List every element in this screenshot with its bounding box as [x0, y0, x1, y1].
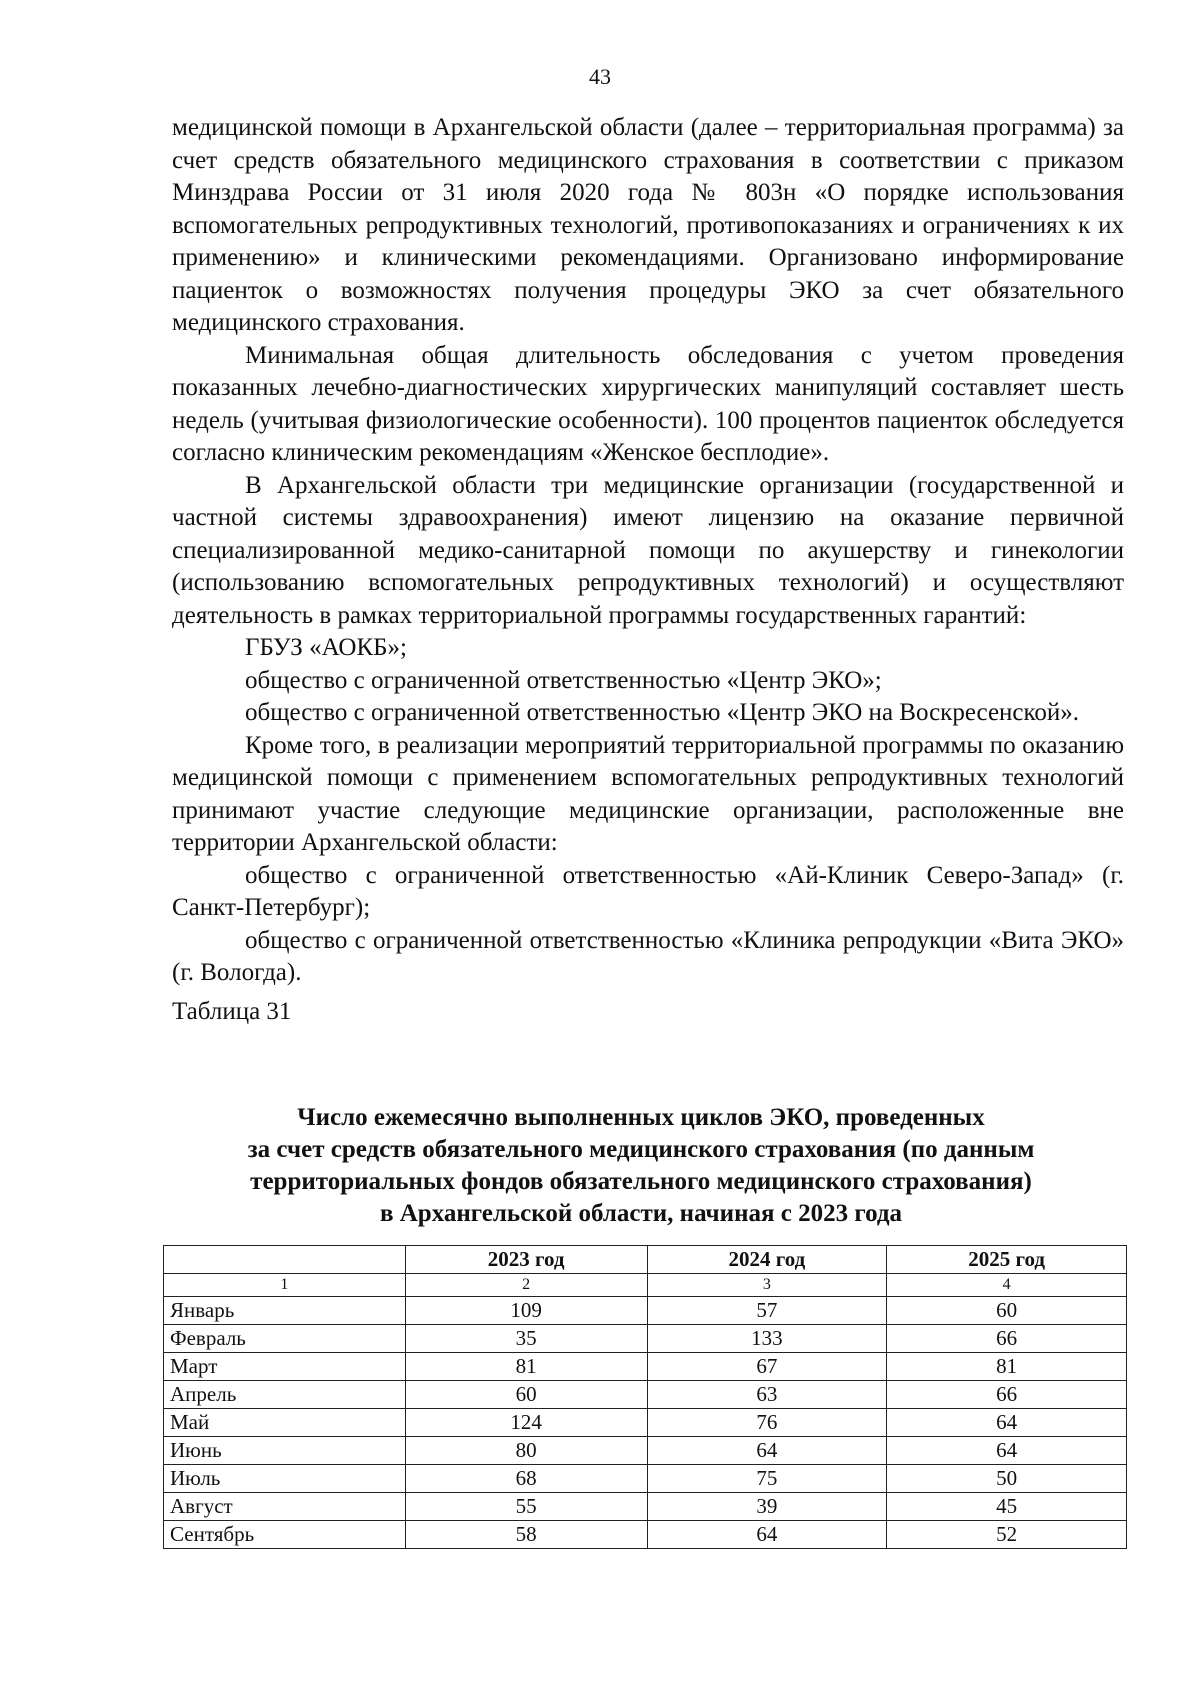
value-cell: 64	[887, 1409, 1127, 1437]
value-cell: 50	[887, 1465, 1127, 1493]
table-body	[164, 1297, 1127, 1549]
header-cell-2023: 2023 год	[405, 1246, 647, 1274]
table-caption	[160, 1102, 1122, 1230]
page-number: 43	[589, 64, 611, 89]
column-number-cell: 2	[405, 1274, 647, 1297]
value-cell: 133	[647, 1325, 887, 1353]
paragraph-continuation: медицинской помощи в Архангельской области (далее – территориальная программа) за счет средств обязательного медицинского страхования в соответствии с приказом Минздрава России от 31 июля 2020 года № 803н «О порядке использования вспомогательных репродуктивных технологий, противопоказаниях и ограничениях к их применению» и клиническими рекомендациями. Организовано информирование пациенток о возможностях получения процедуры ЭКО за счет обязательного медицинского страхования.	[172, 114, 1124, 336]
column-number-cell: 1	[164, 1274, 406, 1297]
paragraph-licensed-organizations: В Архангельской области три медицинские организации (государственной и частной системы здравоохранения) имеют лицензию на оказание первичной специализированной медико-санитарной помощи по акушерству и гинекологии (использованию вспомогательных репродуктивных технологий) и осуществляют деятельность в рамках территориальной программы государственных гарантий:	[172, 471, 1124, 629]
month-cell: Май	[164, 1409, 406, 1437]
month-cell: Февраль	[164, 1325, 406, 1353]
header-cell-2024: 2024 год	[647, 1246, 887, 1274]
value-cell: 81	[405, 1353, 647, 1381]
document-body	[172, 112, 1124, 1028]
eco-cycles-table	[163, 1245, 1127, 1549]
value-cell: 80	[405, 1437, 647, 1465]
table-row	[164, 1353, 1127, 1381]
value-cell: 55	[405, 1493, 647, 1521]
organization-item: общество с ограниченной ответственностью «Центр ЭКО»;	[245, 666, 882, 694]
table-header-row	[164, 1246, 1127, 1274]
value-cell: 76	[647, 1409, 887, 1437]
organization-item: общество с ограниченной ответственностью «Ай-Клиник Северо-Запад» (г. Санкт-Петербург);	[172, 861, 1124, 921]
value-cell: 66	[887, 1381, 1127, 1409]
value-cell: 66	[887, 1325, 1127, 1353]
value-cell: 57	[647, 1297, 887, 1325]
month-cell: Август	[164, 1493, 406, 1521]
table-caption-line: Число ежемесячно выполненных циклов ЭКО, проведенных	[297, 1104, 985, 1131]
value-cell: 63	[647, 1381, 887, 1409]
header-cell-month	[164, 1246, 406, 1274]
month-cell: Март	[164, 1353, 406, 1381]
table-row	[164, 1381, 1127, 1409]
table-row	[164, 1465, 1127, 1493]
month-cell: Сентябрь	[164, 1521, 406, 1549]
column-number-cell: 4	[887, 1274, 1127, 1297]
month-cell: Июль	[164, 1465, 406, 1493]
paragraph-exam-duration: Минимальная общая длительность обследования с учетом проведения показанных лечебно-диагностических хирургических манипуляций составляет шесть недель (учитывая физиологические особенности). 100 процентов пациенток обследуется согласно клиническим рекомендациям «Женское бесплодие».	[172, 341, 1124, 466]
table-row	[164, 1325, 1127, 1353]
table-row	[164, 1409, 1127, 1437]
value-cell: 35	[405, 1325, 647, 1353]
month-cell: Апрель	[164, 1381, 406, 1409]
table-row	[164, 1297, 1127, 1325]
value-cell: 64	[887, 1437, 1127, 1465]
table-row	[164, 1437, 1127, 1465]
value-cell: 67	[647, 1353, 887, 1381]
value-cell: 64	[647, 1521, 887, 1549]
value-cell: 64	[647, 1437, 887, 1465]
table-row	[164, 1493, 1127, 1521]
value-cell: 39	[647, 1493, 887, 1521]
value-cell: 60	[405, 1381, 647, 1409]
month-cell: Июнь	[164, 1437, 406, 1465]
organization-item: ГБУЗ «АОКБ»;	[245, 634, 407, 661]
month-cell: Январь	[164, 1297, 406, 1325]
value-cell: 58	[405, 1521, 647, 1549]
table-caption-line: за счет средств обязательного медицинского страхования (по данным	[247, 1136, 1035, 1163]
column-number-row	[164, 1274, 1127, 1297]
value-cell: 60	[887, 1297, 1127, 1325]
organization-item: общество с ограниченной ответственностью «Центр ЭКО на Воскресенской».	[245, 699, 1080, 726]
table-caption-line: в Архангельской области, начиная с 2023 года	[380, 1200, 902, 1227]
value-cell: 75	[647, 1465, 887, 1493]
table-row	[164, 1521, 1127, 1549]
paragraph-external-organizations: Кроме того, в реализации мероприятий территориальной программы по оказанию медицинской помощи с применением вспомогательных репродуктивных технологий принимают участие следующие медицинские организации, расположенные вне территории Архангельской области:	[172, 731, 1124, 856]
table-caption-line: территориальных фондов обязательного медицинского страхования)	[250, 1168, 1032, 1195]
value-cell: 45	[887, 1493, 1127, 1521]
header-cell-2025: 2025 год	[887, 1246, 1127, 1274]
value-cell: 52	[887, 1521, 1127, 1549]
value-cell: 81	[887, 1353, 1127, 1381]
organization-item: общество с ограниченной ответственностью «Клиника репродукции «Вита ЭКО» (г. Вологда).	[172, 926, 1124, 986]
value-cell: 124	[405, 1409, 647, 1437]
value-cell: 109	[405, 1297, 647, 1325]
value-cell: 68	[405, 1465, 647, 1493]
table-number: Таблица 31	[172, 997, 292, 1025]
column-number-cell: 3	[647, 1274, 887, 1297]
